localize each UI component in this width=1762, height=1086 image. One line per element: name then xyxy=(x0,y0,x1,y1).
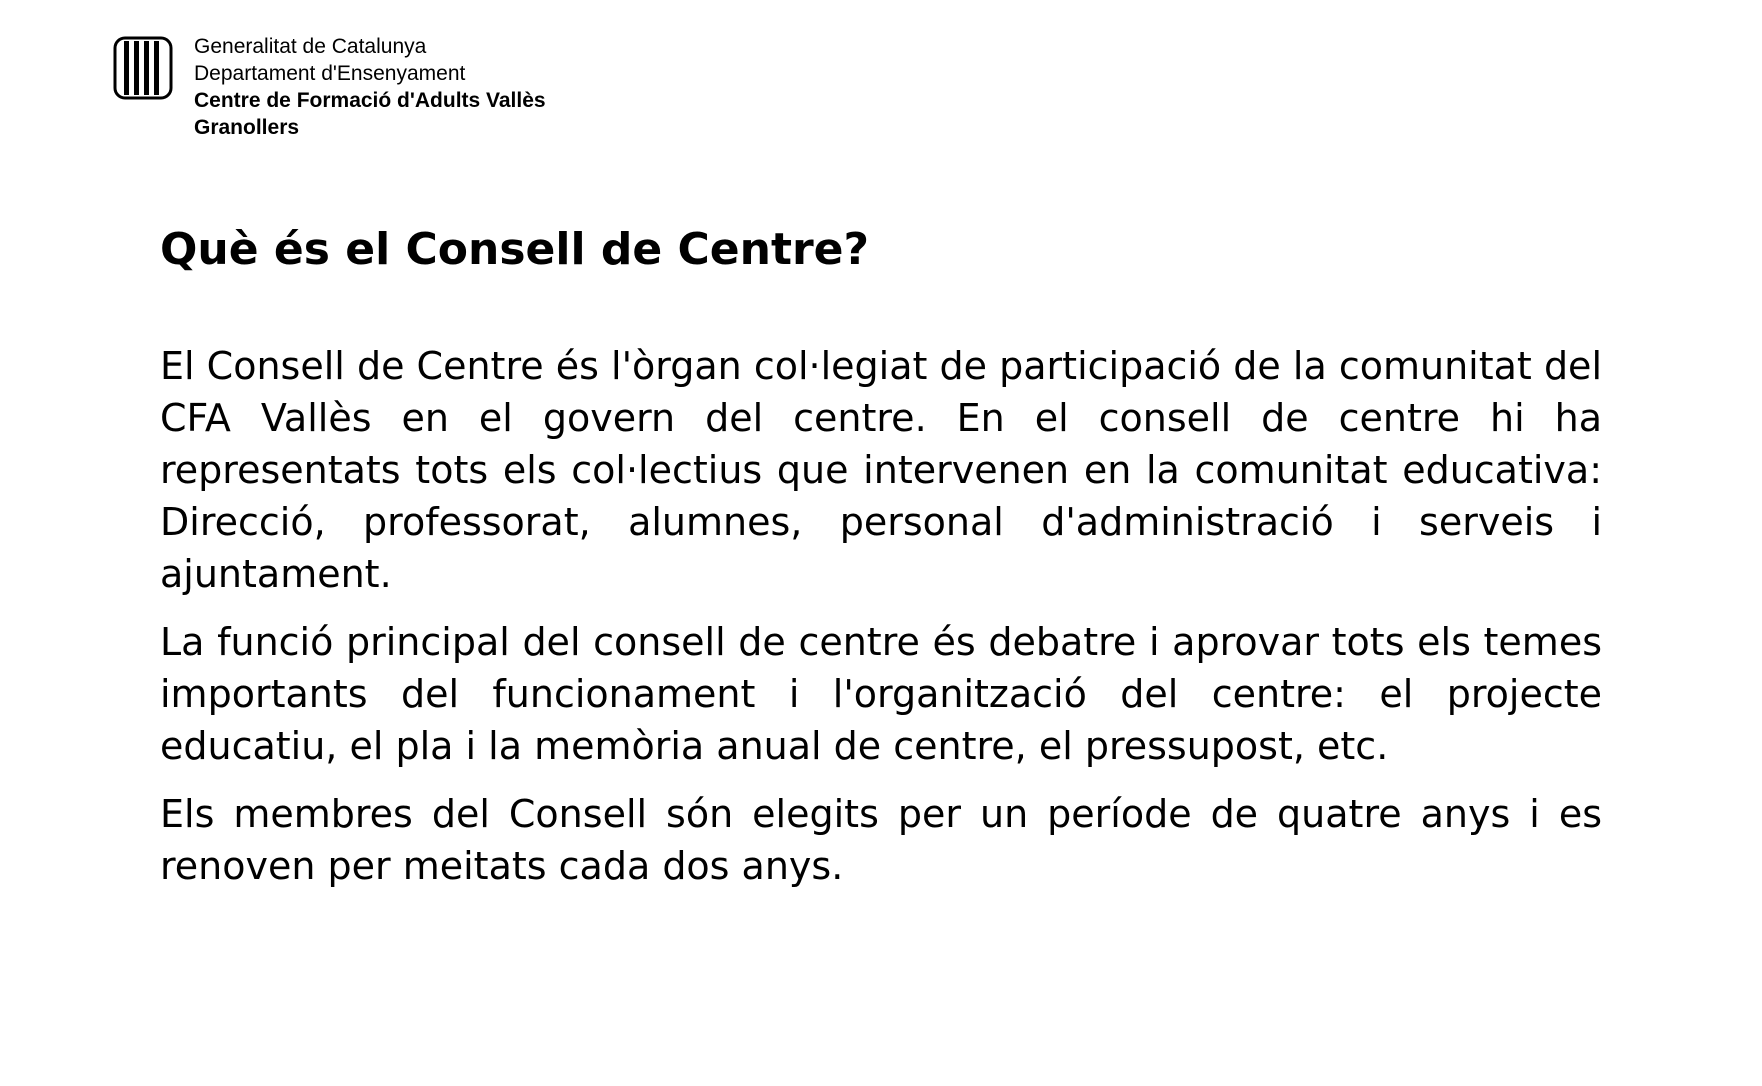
letterhead xyxy=(112,33,546,141)
institution-name: Generalitat de Catalunya xyxy=(194,35,427,58)
generalitat-four-bars-icon xyxy=(112,35,174,101)
document-body xyxy=(160,340,1602,908)
paragraph-function: La funció principal del consell de centre és debatre i aprovar tots els temes importants del funcionament i l'organització del centre: el projecte educatiu, el pla i la memòria anual de centre, el pressupost, etc. xyxy=(160,620,1602,768)
department-name: Departament d'Ensenyament xyxy=(194,62,466,85)
centre-location: Granollers xyxy=(194,116,300,139)
paragraph-definition: El Consell de Centre és l'òrgan col·legiat de participació de la comunitat del CFA Vallès en el govern del centre. En el consell de centre hi ha representats tots els col·lectius que intervenen en la comunitat educativa: Direcció, professorat, alumnes, personal d'administració i serveis i ajuntament. xyxy=(160,344,1602,596)
letterhead-text xyxy=(194,33,546,141)
page-title: Què és el Consell de Centre? xyxy=(160,224,870,275)
paragraph-members: Els membres del Consell són elegits per un període de quatre anys i es renoven per meitats cada dos anys. xyxy=(160,792,1602,888)
centre-name: Centre de Formació d'Adults Vallès xyxy=(194,89,546,112)
